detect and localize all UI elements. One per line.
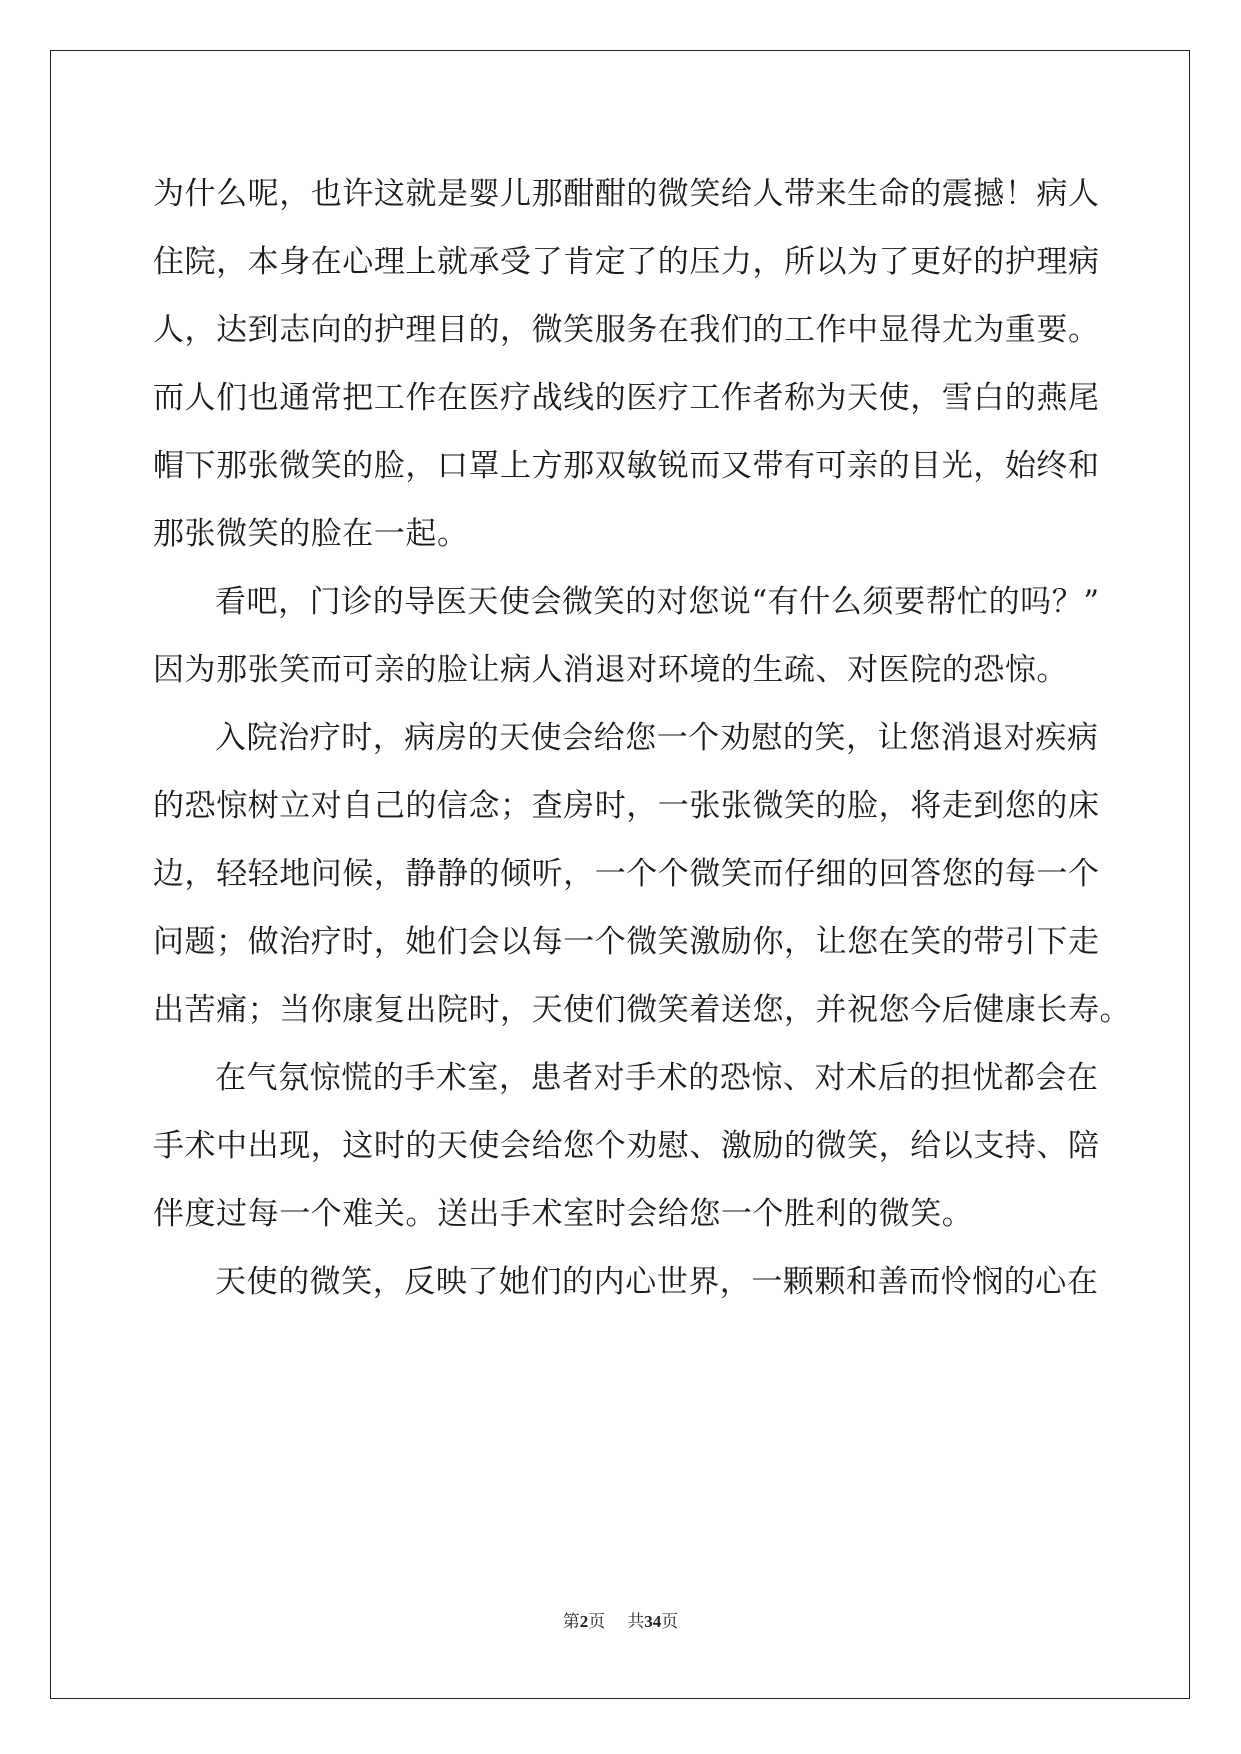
paragraph-first-line: 在气氛惊慌的手术室，患者对手术的恐惊、对术后的担忧都会在 — [215, 1060, 1099, 1096]
total-pages: 34 — [644, 1612, 662, 1631]
text-line: 住院，本身在心理上就承受了肯定了的压力，所以为了更好的护理病 — [153, 244, 1100, 280]
total-suffix: 页 — [661, 1612, 679, 1631]
page-prefix: 第 — [562, 1612, 580, 1631]
text-line: 手术中出现，这时的天使会给您个劝慰、激励的微笑，给以支持、陪 — [153, 1128, 1100, 1164]
text-line: 而人们也通常把工作在医疗战线的医疗工作者称为天使，雪白的燕尾 — [153, 380, 1100, 416]
page-number: 2 — [579, 1612, 589, 1631]
text-line: 为什么呢，也许这就是婴儿那酣酣的微笑给人带来生命的震撼！病人 — [153, 176, 1100, 212]
paragraph-first-line: 天使的微笑，反映了她们的内心世界，一颗颗和善而怜悯的心在 — [215, 1264, 1099, 1300]
body-text — [153, 160, 1132, 1316]
text-line: 因为那张笑而可亲的脸让病人消退对环境的生疏、对医院的恐惊。 — [153, 652, 1068, 688]
text-line: 边，轻轻地问候，静静的倾听，一个个微笑而仔细的回答您的每一个 — [153, 856, 1100, 892]
text-line: 人，达到志向的护理目的，微笑服务在我们的工作中显得尤为重要。 — [153, 312, 1100, 348]
total-prefix: 共 — [627, 1612, 645, 1631]
text-line: 出苦痛；当你康复出院时，天使们微笑着送您，并祝您今后健康长寿。 — [153, 992, 1132, 1028]
text-line: 伴度过每一个难关。送出手术室时会给您一个胜利的微笑。 — [153, 1196, 974, 1232]
text-line: 帽下那张微笑的脸，口罩上方那双敏锐而又带有可亲的目光，始终和 — [153, 448, 1100, 484]
text-line: 问题；做治疗时，她们会以每一个微笑激励你，让您在笑的带引下走 — [153, 924, 1100, 960]
paragraph-first-line: 入院治疗时，病房的天使会给您一个劝慰的笑，让您消退对疾病 — [215, 720, 1099, 756]
page-footer — [0, 1611, 1241, 1633]
page-suffix: 页 — [588, 1612, 606, 1631]
text-line: 那张微笑的脸在一起。 — [153, 516, 469, 552]
paragraph-first-line: 看吧，门诊的导医天使会微笑的对您说“有什么须要帮忙的吗？” — [215, 584, 1100, 620]
text-line: 的恐惊树立对自己的信念；查房时，一张张微笑的脸，将走到您的床 — [153, 788, 1100, 824]
